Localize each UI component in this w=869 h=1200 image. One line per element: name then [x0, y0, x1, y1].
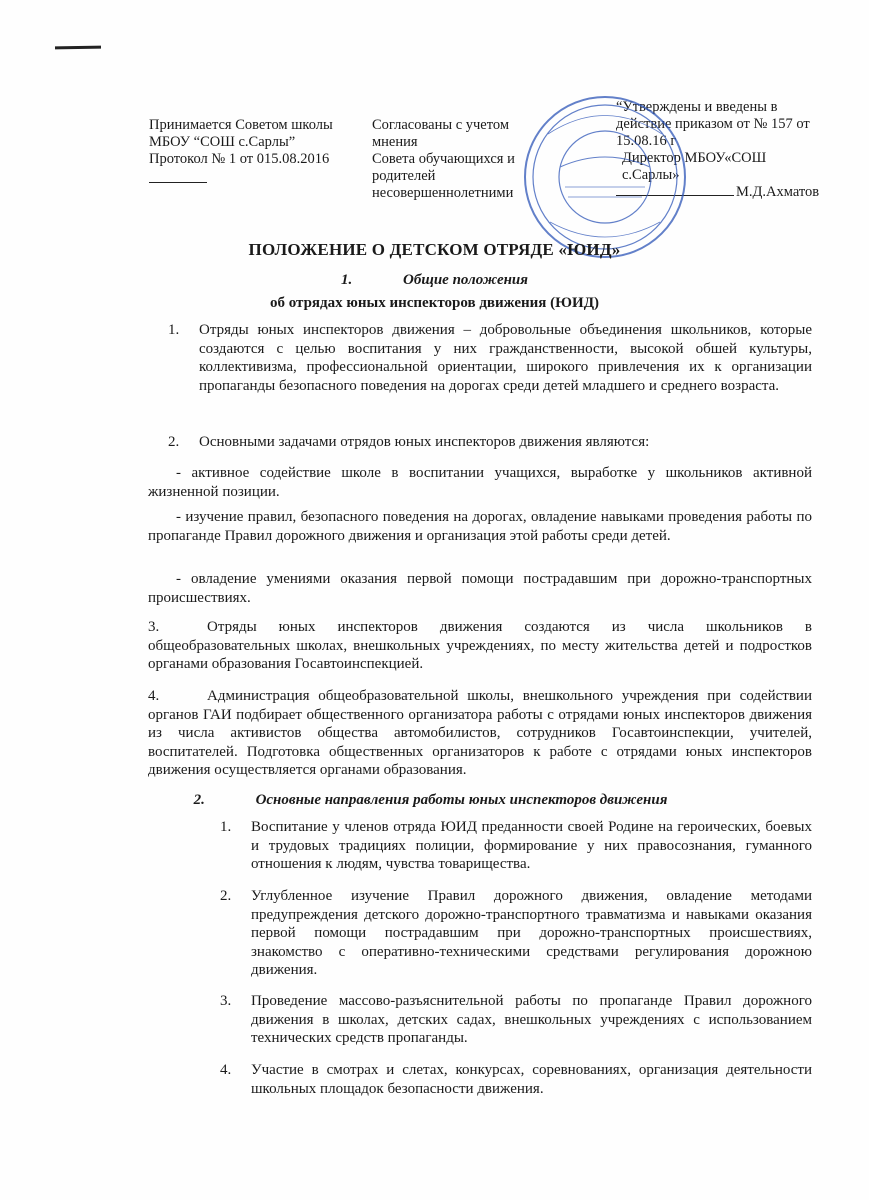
- item-number: 4.: [148, 688, 160, 704]
- school-seal-stamp: [520, 92, 690, 262]
- list-item: [168, 321, 812, 395]
- task-item: [148, 570, 812, 607]
- header-middle-line: Совета обучающихся и: [372, 151, 515, 167]
- item-text: Отряды юных инспекторов движения создаются из числа школьников в общеобразовательных школах, внешкольных учреждениях, по месту жительства детей и подростков органами образования Госавтоинспекцией.: [148, 619, 812, 672]
- header-right-line: “Утверждены и введены в: [616, 99, 778, 115]
- list-item: [168, 433, 812, 452]
- header-left-line: Протокол № 1 от 015.08.2016: [149, 151, 330, 167]
- header-right-line: действие приказом от № 157 от: [616, 116, 810, 132]
- item-text: Отряды юных инспекторов движения – добровольные объединения школьников, которые создаются с целью воспитания у них гражданственности, высокой обшей культуры, коллективизма, профессиональной ориентации, широкого привлечения их к организации пропаганды безопасного поведения на дорогах среди детей младшего и среднего возраста.: [199, 322, 812, 394]
- item-text: Участие в смотрах и слетах, конкурсах, соревнованиях, организация деятельности школьных площадок безопасности движения.: [251, 1062, 812, 1097]
- header-left-line: МБОУ “СОШ с.Сарлы”: [149, 134, 296, 150]
- header-left-line: Принимается Советом школы: [149, 117, 333, 133]
- section-1-heading: [0, 272, 869, 289]
- task-item: [148, 464, 812, 501]
- scan-artifact: [55, 46, 101, 50]
- item-text: Проведение массово-разъяснительной работы по пропаганде Правил дорожного движения в школах, детских садах, внешкольных учреждениях с использованием технических средств пропаганды.: [251, 993, 812, 1046]
- section-1-subheading: об отрядах юных инспекторов движения (ЮИД): [269, 295, 600, 311]
- item-text: Воспитание у членов отряда ЮИД преданности своей Родине на героических, боевых и трудовых традициях полиции, формирование у них правосознания, гуманного отношения к людям, чувства товарищества.: [251, 819, 812, 872]
- item-text: Администрация общеобразовательной школы, внешкольного учреждения при содействии органов ГАИ подбирает общественного организатора работы с отрядами юных инспекторов движения из числа активистов общества автомобилистов, сотрудников Госавтоинспекции, учителей, воспитателей. Подготовка общественных организаторов к работе с отрядами юных инспекторов движения осуществляется органами образования.: [148, 688, 812, 778]
- header-middle-line: Согласованы с учетом мнения: [372, 117, 510, 150]
- item-number: 3.: [220, 993, 232, 1009]
- item-text: Углубленное изучение Правил дорожного движения, овладение методами предупреждения детского дорожно-транспортного травматизма и навыками оказания первой помощи пострадавшим при дорожно-транспортных происшествиях, знакомство с оперативно-техническими средствами регулирования дорожною движения.: [251, 888, 812, 978]
- header-right-line: 15.08.16 г: [616, 133, 677, 149]
- section-number: 2.: [193, 792, 205, 808]
- item-text: Основными задачами отрядов юных инспекторов движения являются:: [199, 434, 650, 450]
- header-left-block: [149, 117, 369, 183]
- section-2-heading: [0, 792, 865, 809]
- section-title: Основные направления работы юных инспекторов движения: [255, 792, 668, 808]
- header-middle-line: родителей: [372, 168, 436, 184]
- section-title: Общие положения: [403, 272, 528, 288]
- header-right-line: с.Сарлы»: [622, 167, 680, 183]
- task-text: - овладение умениями оказания первой помощи пострадавшим при дорожно-транспортных происшествиях.: [148, 571, 812, 606]
- item-number: 2.: [168, 434, 180, 450]
- item-number: 1.: [168, 322, 180, 338]
- document-title: ПОЛОЖЕНИЕ О ДЕТСКОМ ОТРЯДЕ «ЮИД»: [248, 240, 621, 259]
- signature-line: [149, 168, 207, 183]
- item-number: 3.: [148, 619, 160, 635]
- header-right-line: Директор МБОУ«СОШ: [622, 150, 767, 166]
- task-text: - изучение правил, безопасного поведения на дорогах, овладение навыками проведения работы по пропаганде Правил дорожного движения и организация этой работы среди детей.: [148, 509, 812, 544]
- list-item: [220, 992, 812, 1048]
- list-item: [220, 887, 812, 980]
- task-text: - активное содействие школе в воспитании учащихся, выработке у школьников активной жизненной позиции.: [148, 465, 812, 500]
- task-item: [148, 508, 812, 545]
- section-number: 1.: [341, 272, 353, 288]
- item-number: 1.: [220, 819, 232, 835]
- list-item: [148, 687, 812, 780]
- list-item: [220, 818, 812, 874]
- item-number: 4.: [220, 1062, 232, 1078]
- director-name: М.Д.Ахматов: [736, 184, 820, 200]
- item-number: 2.: [220, 888, 232, 904]
- header-middle-line: несовершеннолетними: [372, 185, 514, 201]
- list-item: [220, 1061, 812, 1098]
- list-item: [148, 618, 812, 674]
